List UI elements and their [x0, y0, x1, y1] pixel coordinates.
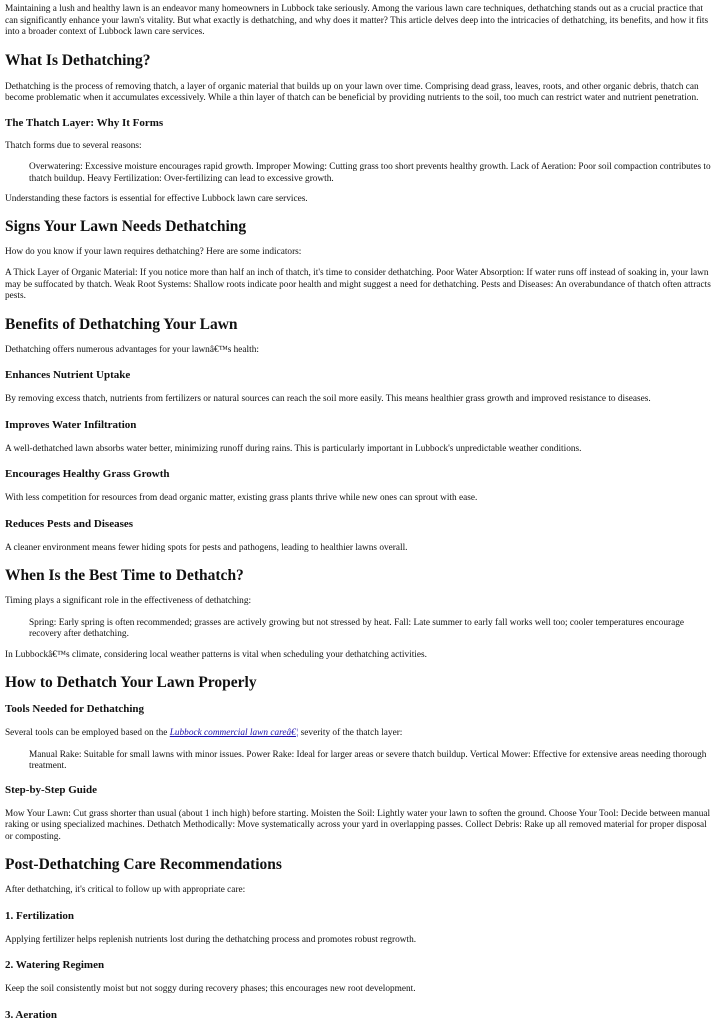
- thatch-outro: Understanding these factors is essential for effective Lubbock lawn care services.: [5, 194, 308, 204]
- benefit-title: Encourages Healthy Grass Growth: [5, 468, 170, 480]
- post-intro: After dethatching, it's critical to follow up with appropriate care:: [5, 885, 246, 895]
- signs-paragraph: A Thick Layer of Organic Material: If you notice more than half an inch of thatch, it's time to consider dethatching. Poor Water Absorption: If water runs off instead of soaking in, your lawn may be suffocated by thatch. Weak Root Systems: Shallow roots indicate poor health and might suggest a need for dethatching. Pests and Diseases: An overabundance of thatch often attracts pests.: [5, 268, 711, 301]
- signs-intro: How do you know if your lawn requires dethatching? Here are some indicators:: [5, 246, 302, 257]
- section-heading-what: What Is Dethatching?: [5, 51, 151, 69]
- benefit-text: A cleaner environment means fewer hiding spots for pests and pathogens, leading to healthier lawns overall.: [5, 542, 408, 553]
- section-heading-benefits: Benefits of Dethatching Your Lawn: [5, 315, 238, 333]
- benefit-text: By removing excess thatch, nutrients from fertilizers or natural sources can reach the soil more easily. This means healthier grass growth and improved resistance to diseases.: [5, 394, 651, 404]
- benefit-text: With less competition for resources from dead organic matter, existing grass plants thrive while new ones can sprout with ease.: [5, 493, 478, 503]
- tools-intro: [5, 728, 714, 740]
- tools-intro-start: Several tools can be employed based on the: [5, 728, 170, 738]
- thatch-reasons: Overwatering: Excessive moisture encourages rapid growth. Improper Mowing: Cutting grass too short prevents healthy growth. Lack of Aeration: Poor soil compaction contributes to thatch buildup. Heavy Fertilization: Over-fertilizing can lead to excessive growth.: [29, 162, 711, 184]
- intro-paragraph: Maintaining a lush and healthy lawn is an endeavor many homeowners in Lubbock take seriously. Among the various lawn care techniques, dethatching stands out as a crucial practice that can significantly enhance your lawn's vitality. But what exactly is dethatching, and why does it matter? This article delves deep into the intricacies of dethatching, its benefits, and how it fits into a broader context of Lubbock lawn care services.: [5, 4, 709, 37]
- section-heading-signs: Signs Your Lawn Needs Dethatching: [5, 217, 247, 235]
- timing-intro: Timing plays a significant role in the effectiveness of dethatching:: [5, 596, 252, 606]
- tools-intro-end: severity of the thatch layer:: [298, 728, 403, 738]
- section-heading-timing: When Is the Best Time to Dethatch?: [5, 567, 244, 584]
- post-care-title: 3. Aeration: [5, 1008, 57, 1021]
- timing-outro: In Lubbockâ€™s climate, considering local weather patterns is vital when scheduling your dethatching activities.: [5, 649, 427, 660]
- subheading-tools: Tools Needed for Dethatching: [5, 703, 145, 715]
- guide-paragraph: Mow Your Lawn: Cut grass shorter than usual (about 1 inch high) before starting. Moisten the Soil: Lightly water your lawn to soften the ground. Choose Your Tool: Decide between manual raking or using specialized machines. Dethatch Methodically: Move systematically across your yard in overlapping passes. Collect Debris: Rake up all removed material for proper disposal or composting.: [5, 808, 711, 842]
- post-care-title: 1. Fertilization: [5, 909, 75, 922]
- benefit-title: Improves Water Infiltration: [5, 418, 137, 431]
- what-paragraph: Dethatching is the process of removing thatch, a layer of organic material that builds up on your lawn over time. Comprising dead grass, leaves, roots, and other organic debris, thatch can become problematic when it accumulates excessively. While a thin layer of thatch can be beneficial by providing nutrients to the soil, too much can restrict water and nutrient penetration.: [5, 81, 699, 103]
- benefit-text: A well-dethatched lawn absorbs water better, minimizing runoff during rains. This is particularly important in Lubbock's unpredictable weather conditions.: [5, 443, 582, 454]
- benefit-title: Reduces Pests and Diseases: [5, 517, 134, 530]
- lubbock-lawn-care-link[interactable]: Lubbock commercial lawn careâ€¦: [169, 728, 299, 738]
- post-care-text: Keep the soil consistently moist but not soggy during recovery phases; this encourages new root development.: [5, 984, 416, 994]
- post-care-title: 2. Watering Regimen: [5, 959, 105, 971]
- thatch-intro: Thatch forms due to several reasons:: [5, 140, 142, 151]
- tools-list: Manual Rake: Suitable for small lawns with minor issues. Power Rake: Ideal for larger areas or severe thatch buildup. Vertical Mower: Effective for extensive areas needing thorough treatment.: [29, 749, 707, 771]
- benefit-title: Enhances Nutrient Uptake: [5, 369, 131, 381]
- post-care-text: Applying fertilizer helps replenish nutrients lost during the dethatching process and promotes robust regrowth.: [5, 934, 417, 945]
- subheading-thatch-layer: The Thatch Layer: Why It Forms: [5, 116, 164, 129]
- section-heading-post: Post-Dethatching Care Recommendations: [5, 856, 282, 873]
- subheading-guide: Step-by-Step Guide: [5, 783, 97, 796]
- article: [0, 4, 720, 1022]
- timing-seasons: Spring: Early spring is often recommended; grasses are actively growing but not stressed by heat. Fall: Late summer to early fall works well too; cooler temperatures encourage recovery after dethatching.: [29, 617, 684, 639]
- section-heading-howto: How to Dethatch Your Lawn Properly: [5, 674, 257, 691]
- benefits-intro: Dethatching offers numerous advantages for your lawnâ€™s health:: [5, 344, 259, 355]
